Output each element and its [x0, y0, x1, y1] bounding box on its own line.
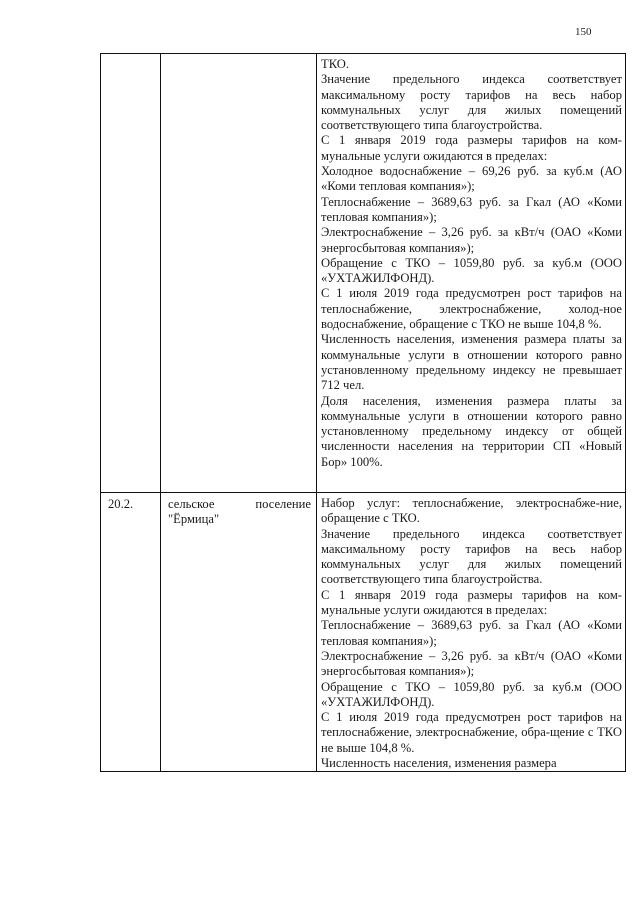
page-number: 150 [575, 26, 592, 38]
description-paragraph: Значение предельного индекса соответствует максимальному росту тарифов на весь набор коммунальных услуг для жилых помещений соответствующего типа благоустройства. [321, 526, 622, 587]
table-row [101, 54, 626, 493]
row-number-cell: 20.2. [101, 493, 161, 772]
description-paragraph: С 1 января 2019 года размеры тарифов на ком-мунальные услуги ожидаются в пределах: [321, 587, 622, 618]
municipality-cell [161, 54, 317, 493]
municipality-type: сельское [168, 497, 215, 511]
description-paragraph: С 1 июля 2019 года предусмотрен рост тарифов на теплоснабжение, электроснабжение, обра-щение с ТКО не выше 104,8 %. [321, 710, 622, 755]
description-paragraph: Теплоснабжение – 3689,63 руб. за Гкал (АО «Коми тепловая компания»); [321, 194, 622, 224]
row-number-cell [101, 54, 161, 493]
description-paragraph: Численность населения, изменения размера платы за коммунальные услуги в отношении которого равно установленному предельному индексу не превышает 712 чел. [321, 332, 622, 393]
description-paragraph: С 1 января 2019 года размеры тарифов на ком-мунальные услуги ожидаются в пределах: [321, 133, 622, 163]
description-cell [317, 493, 626, 772]
description-paragraph: Обращение с ТКО – 1059,80 руб. за куб.м (ООО «УХТАЖИЛФОНД). [321, 679, 622, 709]
description-paragraph: ТКО. [321, 57, 350, 71]
tariff-table [100, 53, 626, 772]
description-paragraph: С 1 июля 2019 года предусмотрен рост тарифов на теплоснабжение, электроснабжение, холод-ное водоснабжение, обращение с ТКО не выше 104,8 %. [321, 286, 622, 332]
description-paragraph: Обращение с ТКО – 1059,80 руб. за куб.м (ООО «УХТАЖИЛФОНД). [321, 255, 622, 286]
municipality-type: поселение [255, 497, 311, 511]
description-paragraph: Электроснабжение – 3,26 руб. за кВт/ч (ОАО «Коми энергосбытовая компания»); [321, 648, 622, 679]
table-row [101, 493, 626, 772]
municipality-name: "Ёрмица" [168, 512, 220, 527]
municipality-cell [161, 493, 317, 772]
description-cell [317, 54, 626, 493]
description-paragraph: Набор услуг: теплоснабжение, электроснабже-ние, обращение с ТКО. [321, 496, 622, 526]
description-paragraph: Электроснабжение – 3,26 руб. за кВт/ч (ОАО «Коми энергосбытовая компания»); [321, 225, 622, 255]
description-paragraph: Доля населения, изменения размера платы за коммунальные услуги в отношении которого равно установленному предельному индексу от общей численности населения на территории СП «Новый Бор» 100%. [321, 393, 622, 469]
description-paragraph: Холодное водоснабжение – 69,26 руб. за куб.м (АО «Коми тепловая компания»); [321, 164, 622, 194]
description-paragraph: Численность населения, изменения размера [321, 756, 557, 771]
description-paragraph: Теплоснабжение – 3689,63 руб. за Гкал (АО «Коми тепловая компания»); [321, 618, 622, 648]
description-paragraph: Значение предельного индекса соответствует максимальному росту тарифов на весь набор коммунальных услуг для жилых помещений соответствующего типа благоустройства. [321, 72, 622, 133]
